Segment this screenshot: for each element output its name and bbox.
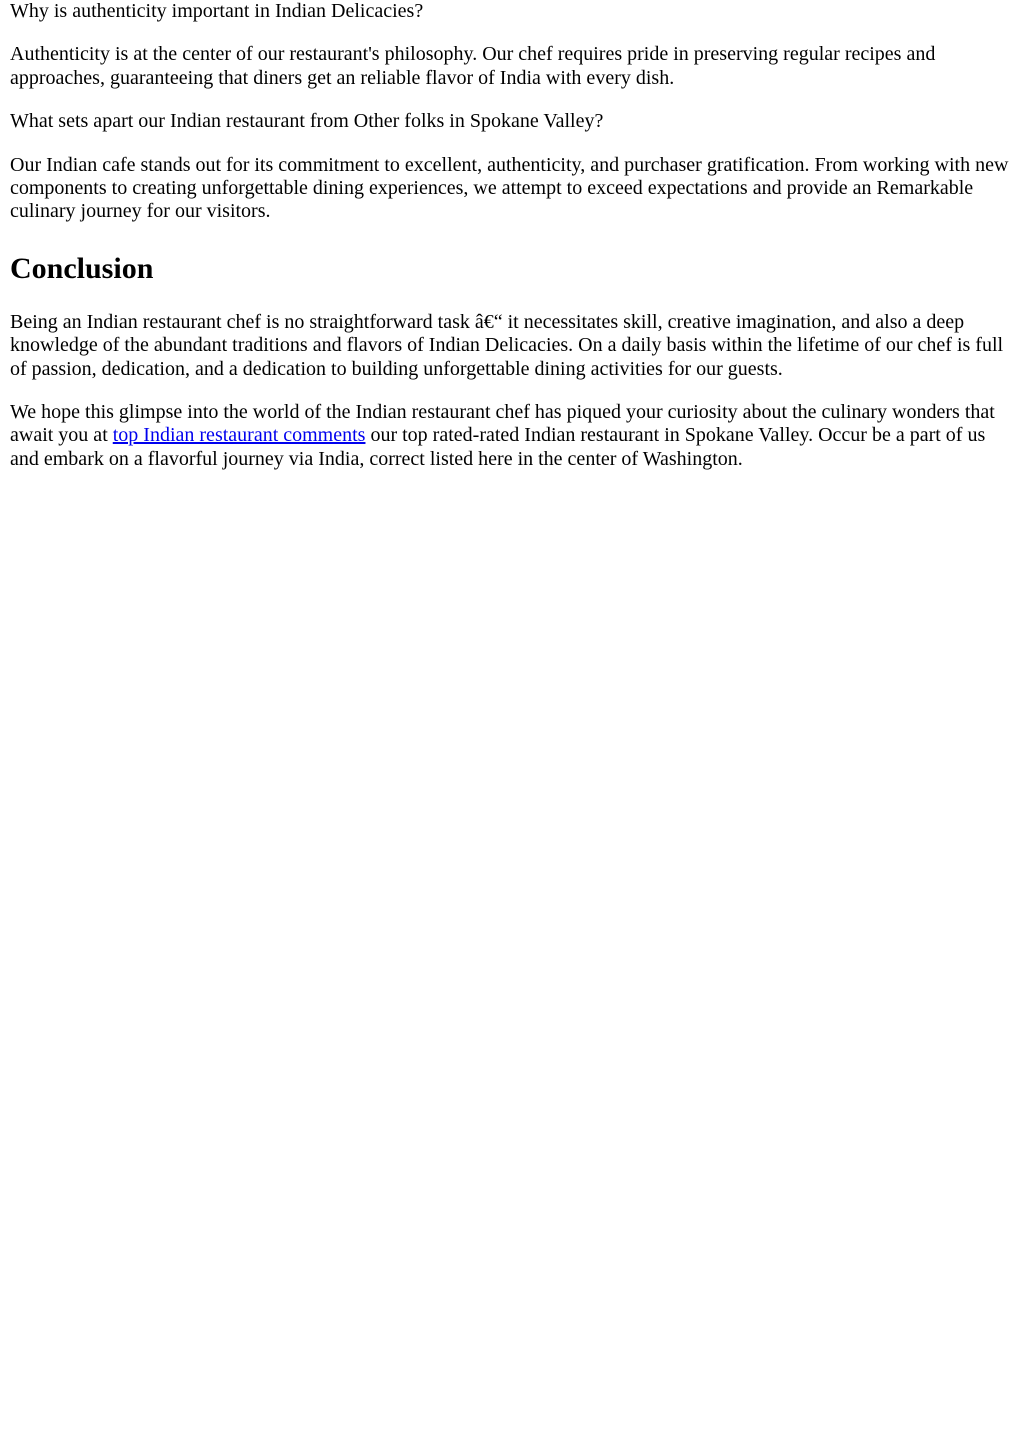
conclusion-paragraph-2-text-end: our top rated-rated Indian restaurant in Spokane Valley. Occur be a part of us and embark on a flavorful journey via India, correct listed here in the center of Washington. bbox=[10, 424, 986, 470]
faq-answer-1: Authenticity is at the center of our restaurant's philosophy. Our chef requires pride in preserving regular recipes and approaches, guaranteeing that diners get an reliable flavor of India with every dish. bbox=[10, 43, 936, 89]
faq-answer-2: Our Indian cafe stands out for its commitment to excellent, authenticity, and purchaser gratification. From working with new components to creating unforgettable dining experiences, we attempt to exceed expectations and provide an Remarkable culinary journey for our visitors. bbox=[10, 153, 1009, 223]
conclusion-paragraph-2 bbox=[10, 401, 1014, 471]
article-body bbox=[0, 0, 1024, 471]
conclusion-heading: Conclusion bbox=[10, 251, 154, 285]
top-indian-restaurant-comments-link[interactable]: top Indian restaurant comments bbox=[112, 424, 366, 447]
faq-question-2: What sets apart our Indian restaurant from Other folks in Spokane Valley? bbox=[10, 110, 604, 133]
conclusion-paragraph-2-text-start: We hope this glimpse into the world of the Indian restaurant chef has piqued your curiosity about the culinary wonders that await you at bbox=[10, 401, 995, 447]
conclusion-paragraph-1: Being an Indian restaurant chef is no straightforward task â€“ it necessitates skill, creative imagination, and also a deep knowledge of the abundant traditions and flavors of Indian Delicacies. On a daily basis within the lifetime of our chef is full of passion, dedication, and a dedication to building unforgettable dining activities for our guests. bbox=[10, 310, 1004, 380]
faq-question-1: Why is authenticity important in Indian Delicacies? bbox=[10, 0, 424, 22]
